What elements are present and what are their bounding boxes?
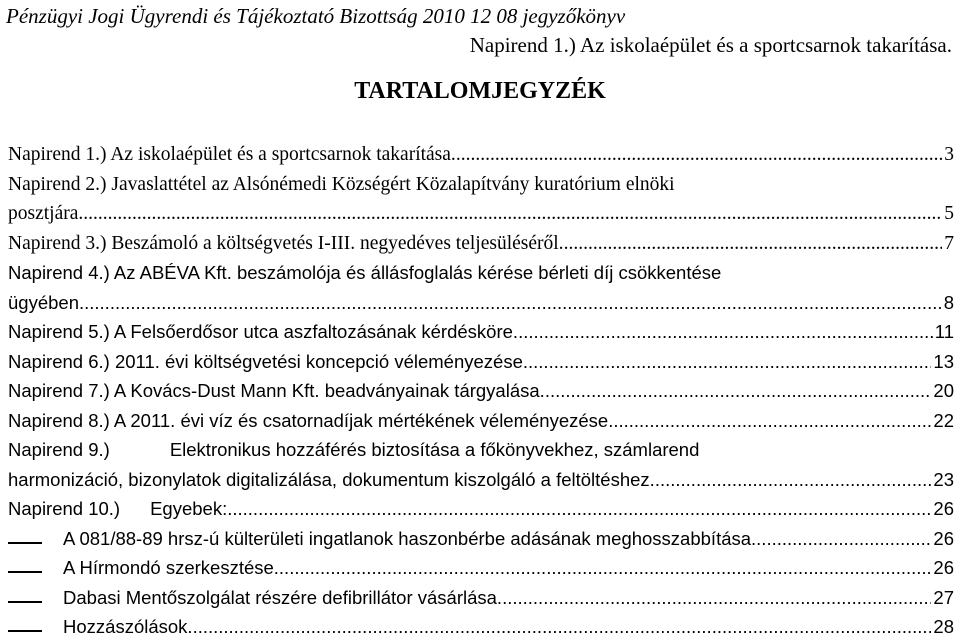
dot-leader <box>227 494 931 524</box>
dot-leader <box>279 553 932 583</box>
dash-bullet <box>8 601 42 603</box>
dot-leader <box>193 612 932 642</box>
dot-leader <box>84 288 942 318</box>
toc-page-number: 26 <box>933 557 954 578</box>
dot-leader <box>608 406 931 436</box>
toc-entry[interactable] <box>8 465 954 495</box>
toc-entry[interactable] <box>8 376 954 406</box>
toc-entry-label: Napirend 9.) <box>8 439 110 460</box>
toc-entry[interactable] <box>8 583 954 613</box>
toc-entry[interactable] <box>8 612 954 642</box>
toc-page-number: 20 <box>933 380 954 401</box>
dot-leader <box>528 347 931 377</box>
document-header-title: Pénzügyi Jogi Ügyrendi és Tájékoztató Bizottság 2010 12 08 jegyzőkönyv <box>6 4 626 28</box>
toc-entry[interactable] <box>8 317 954 347</box>
toc-page-number: 13 <box>933 350 954 372</box>
toc-entry-text: posztjára. <box>8 203 84 224</box>
toc-entry-text: Napirend 1.) Az iskolaépület és a sportcsarnok takarítása. <box>8 144 456 165</box>
toc-page-number: 27 <box>933 586 954 608</box>
toc-entry[interactable] <box>8 553 954 583</box>
toc-entry-text: ügyében. <box>8 291 85 313</box>
toc-entry-text-line: Napirend 2.) Javaslattétel az Alsónémedi Községért Közalapítvány kuratórium elnöki <box>8 173 675 195</box>
toc-entry-text-line: Napirend 4.) Az ABÉVA Kft. beszámolója és állásfoglalás kérése bérleti díj csökkentése <box>8 262 722 283</box>
toc-page-number: 22 <box>933 409 954 431</box>
toc-entry-text: A 081/88-89 hrsz-ú külterületi ingatlanok haszonbérbe adásának meghosszabbítása. <box>63 527 757 549</box>
toc-entry[interactable] <box>8 140 954 170</box>
toc-page-number: 28 <box>933 616 954 637</box>
toc-entry-text: Napirend 7.) A Kovács-Dust Mann Kft. beadványainak tárgyalása. <box>8 380 545 401</box>
dot-leader <box>456 140 942 170</box>
toc-page-number: 26 <box>933 527 954 549</box>
toc-page-number: 5 <box>944 203 954 224</box>
dot-leader <box>518 317 933 347</box>
toc-entry[interactable] <box>8 229 954 259</box>
dot-leader <box>655 465 932 495</box>
toc-page-number: 8 <box>943 291 954 313</box>
toc-entry-text: Hozzászólások. <box>63 616 193 637</box>
dash-bullet <box>8 542 42 544</box>
toc-entry-text: Egyebek: <box>150 498 228 519</box>
toc-entry-text: Dabasi Mentőszolgálat részére defibrillátor vásárlása. <box>63 586 503 608</box>
dot-leader <box>564 229 943 259</box>
toc-page-number: 3 <box>944 144 954 165</box>
table-of-contents <box>8 140 954 642</box>
dot-leader <box>545 376 932 406</box>
toc-entry-text: Napirend 3.) Beszámoló a költségvetés I-III. negyedéves teljesüléséről. <box>8 232 564 254</box>
toc-entry[interactable] <box>8 494 954 524</box>
toc-entry-text: Napirend 8.) A 2011. évi víz és csatornadíjak mértékének véleményezése <box>8 409 609 431</box>
toc-page-number: 23 <box>933 468 954 490</box>
toc-entry-label: Napirend 10.) <box>8 498 121 519</box>
toc-entry[interactable] <box>8 524 954 554</box>
toc-page-number: 11 <box>934 321 954 342</box>
dash-bullet <box>8 571 42 573</box>
dot-leader <box>83 199 942 229</box>
toc-entry-text: Napirend 5.) A Felsőerdősor utca aszfaltozásának kérdésköre. <box>8 321 519 342</box>
toc-entry-text: A Hírmondó szerkesztése. <box>63 557 279 578</box>
dot-leader <box>756 524 931 554</box>
dot-leader <box>502 583 931 613</box>
toc-entry-text: harmonizáció, bizonylatok digitalizálása, dokumentum kiszolgáló a feltöltéshez. <box>8 468 655 490</box>
toc-entry[interactable] <box>8 406 954 436</box>
toc-entry-text: Elektronikus hozzáférés biztosítása a főkönyvekhez, számlarend <box>169 439 700 460</box>
toc-entry-text: Napirend 6.) 2011. évi költségvetési koncepció véleményezése. <box>8 350 529 372</box>
toc-page-number: 7 <box>944 232 954 254</box>
toc-entry[interactable] <box>8 288 954 318</box>
toc-entry-text-line <box>8 435 954 465</box>
toc-page-number: 26 <box>933 498 954 519</box>
toc-entry[interactable] <box>8 347 954 377</box>
document-header-agenda: Napirend 1.) Az iskolaépület és a sportcsarnok takarítása. <box>469 33 952 57</box>
toc-title: TARTALOMJEGYZÉK <box>354 78 606 104</box>
toc-entry[interactable] <box>8 199 954 229</box>
